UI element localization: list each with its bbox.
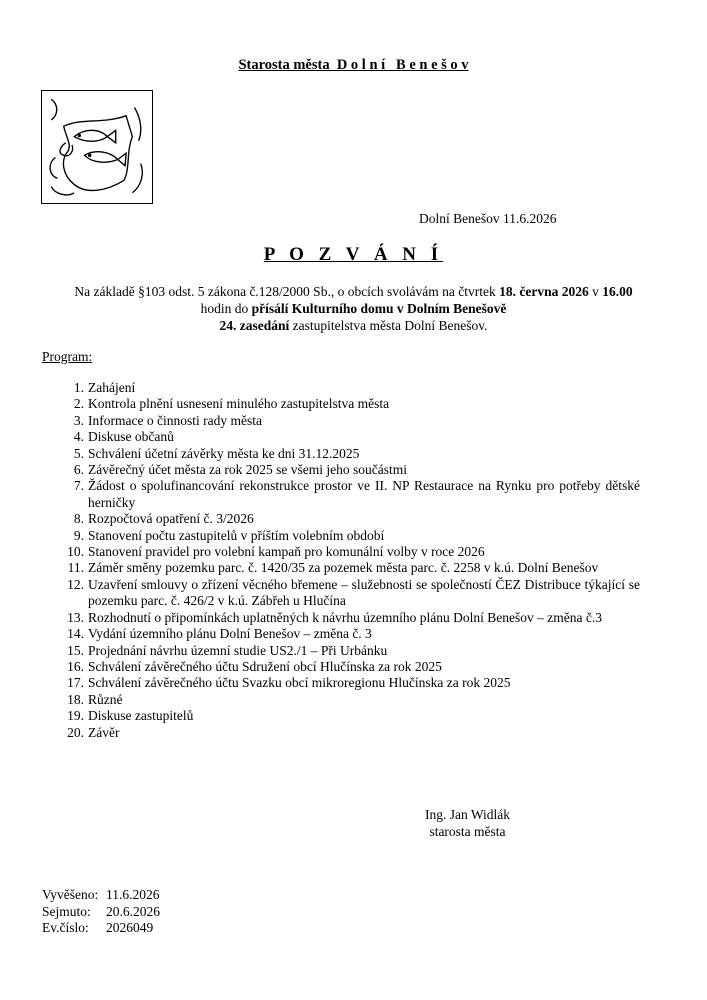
agenda-item-number: 16. [67, 658, 84, 674]
agenda-item [58, 380, 640, 396]
agenda-item-text: Uzavření smlouvy o zřízení věcného břemene – služebnosti se společností ČEZ Distribuce týkající se pozemku parc. č. 426/2 v k.ú. Zábřeh u Hlučína [88, 576, 640, 609]
agenda-item [58, 708, 640, 724]
intro-session: 24. zasedání [219, 318, 290, 333]
intro-date: 18. června 2026 [499, 284, 589, 299]
agenda-item-number: 19. [67, 708, 84, 724]
intro-text-3: hodin do [200, 301, 252, 316]
intro-time: 16.00 [602, 284, 633, 299]
agenda-item-text: Stanovení počtu zastupitelů v příštím volebním období [88, 527, 385, 543]
signature-block [380, 806, 555, 840]
document-title: P O Z V Á N Í [263, 244, 444, 265]
agenda-item-number: 7. [73, 478, 84, 494]
agenda-item [58, 429, 640, 445]
issuer-title: Starosta města D o l n í B e n e š o v [238, 57, 469, 73]
agenda-item [58, 659, 640, 675]
agenda-item-text: Projednání návrhu územní studie US2./1 – Při Urbánku [88, 642, 388, 658]
agenda-list [58, 380, 640, 741]
signature-role: starosta města [429, 824, 506, 839]
agenda-item-text: Rozpočtová opatření č. 3/2026 [88, 511, 254, 527]
agenda-item [58, 610, 640, 626]
agenda-item [58, 544, 640, 560]
agenda-item-number: 1. [73, 380, 84, 395]
agenda-item-number: 17. [67, 675, 84, 691]
agenda-item-number: 13. [67, 609, 84, 625]
agenda-item-text: Vydání územního plánu Dolní Benešov – změna č. 3 [88, 626, 372, 642]
agenda-item-number: 3. [73, 412, 84, 428]
agenda-item-number: 15. [67, 642, 84, 658]
signature-name: Ing. Jan Widlák [424, 807, 511, 822]
removed-row [42, 904, 160, 921]
date-place-line: Dolní Benešov 11.6.2026 [419, 211, 557, 226]
agenda-item-number: 8. [73, 511, 84, 527]
agenda-item [58, 462, 640, 478]
agenda-item-text: Schválení účetní závěrky města ke dni 31.12.2025 [88, 445, 360, 461]
agenda-item [58, 478, 640, 511]
agenda-item-number: 5. [73, 445, 84, 461]
evno-label: Ev.číslo: [42, 920, 89, 935]
agenda-item [58, 577, 640, 610]
posting-info [42, 887, 160, 937]
agenda-item-text: Žádost o spolufinancování rekonstrukce prostor ve II. NP Restaurace na Rynku pro potřeby dětské herničky [88, 478, 640, 510]
intro-text-4: zastupitelstva města Dolní Benešov. [289, 318, 488, 333]
agenda-item-number: 4. [73, 429, 84, 445]
coat-of-arms-icon [41, 90, 153, 204]
agenda-item-number: 11. [67, 560, 84, 576]
agenda-item-text: Různé [88, 691, 123, 707]
intro-text-1: Na základě §103 odst. 5 zákona č.128/2000 Sb., o obcích svolávám na čtvrtek [74, 284, 500, 299]
agenda-item-number: 20. [67, 724, 84, 740]
agenda-item [58, 675, 640, 691]
agenda-item-number: 18. [67, 691, 84, 707]
agenda-item-text: Rozhodnutí o připomínkách uplatněných k návrhu územního plánu Dolní Benešov – změna č.3 [88, 609, 603, 625]
agenda-item-number: 10. [67, 544, 84, 560]
agenda-item-text: Diskuse zastupitelů [88, 708, 194, 724]
agenda-item [58, 396, 640, 412]
intro-venue: přísálí Kulturního domu v Dolním Benešově [251, 301, 507, 316]
agenda-item [58, 528, 640, 544]
removed-label: Sejmuto: [42, 903, 91, 919]
agenda-item-text: Schválení závěrečného účtu Sdružení obcí Hlučínska za rok 2025 [88, 658, 442, 674]
evno-value: 2026049 [106, 920, 154, 935]
agenda-item [58, 692, 640, 708]
posted-label: Vyvěšeno: [42, 887, 99, 902]
agenda-item [58, 626, 640, 642]
agenda-item-text: Kontrola plnění usnesení minulého zastupitelstva města [88, 396, 390, 412]
agenda-item-text: Záměr směny pozemku parc. č. 1420/35 za pozemek města parc. č. 2258 v k.ú. Dolní Benešov [88, 560, 599, 576]
agenda-item-text: Diskuse občanů [88, 429, 174, 445]
program-label: Program: [42, 349, 93, 364]
agenda-item [58, 413, 640, 429]
agenda-item-text: Závěrečný účet města za rok 2025 se všemi jeho součástmi [88, 462, 408, 478]
agenda-item-number: 9. [73, 527, 84, 543]
intro-paragraph [40, 283, 667, 334]
agenda-item-text: Závěr [88, 724, 120, 740]
evno-row [42, 920, 160, 937]
agenda-item-text: Schválení závěrečného účtu Svazku obcí mikroregionu Hlučínska za rok 2025 [88, 675, 511, 691]
agenda-item [58, 511, 640, 527]
removed-value: 20.6.2026 [106, 903, 160, 919]
agenda-item-number: 14. [67, 626, 84, 642]
agenda-item-text: Stanovení pravidel pro volební kampaň pro komunální volby v roce 2026 [88, 544, 485, 560]
agenda-item-number: 12. [67, 576, 84, 592]
agenda-item [58, 560, 640, 576]
agenda-item-number: 6. [73, 462, 84, 478]
agenda-item [58, 725, 640, 741]
agenda-item [58, 643, 640, 659]
intro-text-2: v [588, 284, 603, 299]
posted-value: 11.6.2026 [106, 887, 160, 902]
posted-row [42, 887, 160, 904]
agenda-item-number: 2. [73, 396, 84, 412]
agenda-item [58, 446, 640, 462]
agenda-item-text: Zahájení [88, 380, 136, 395]
agenda-item-text: Informace o činnosti rady města [88, 412, 262, 428]
